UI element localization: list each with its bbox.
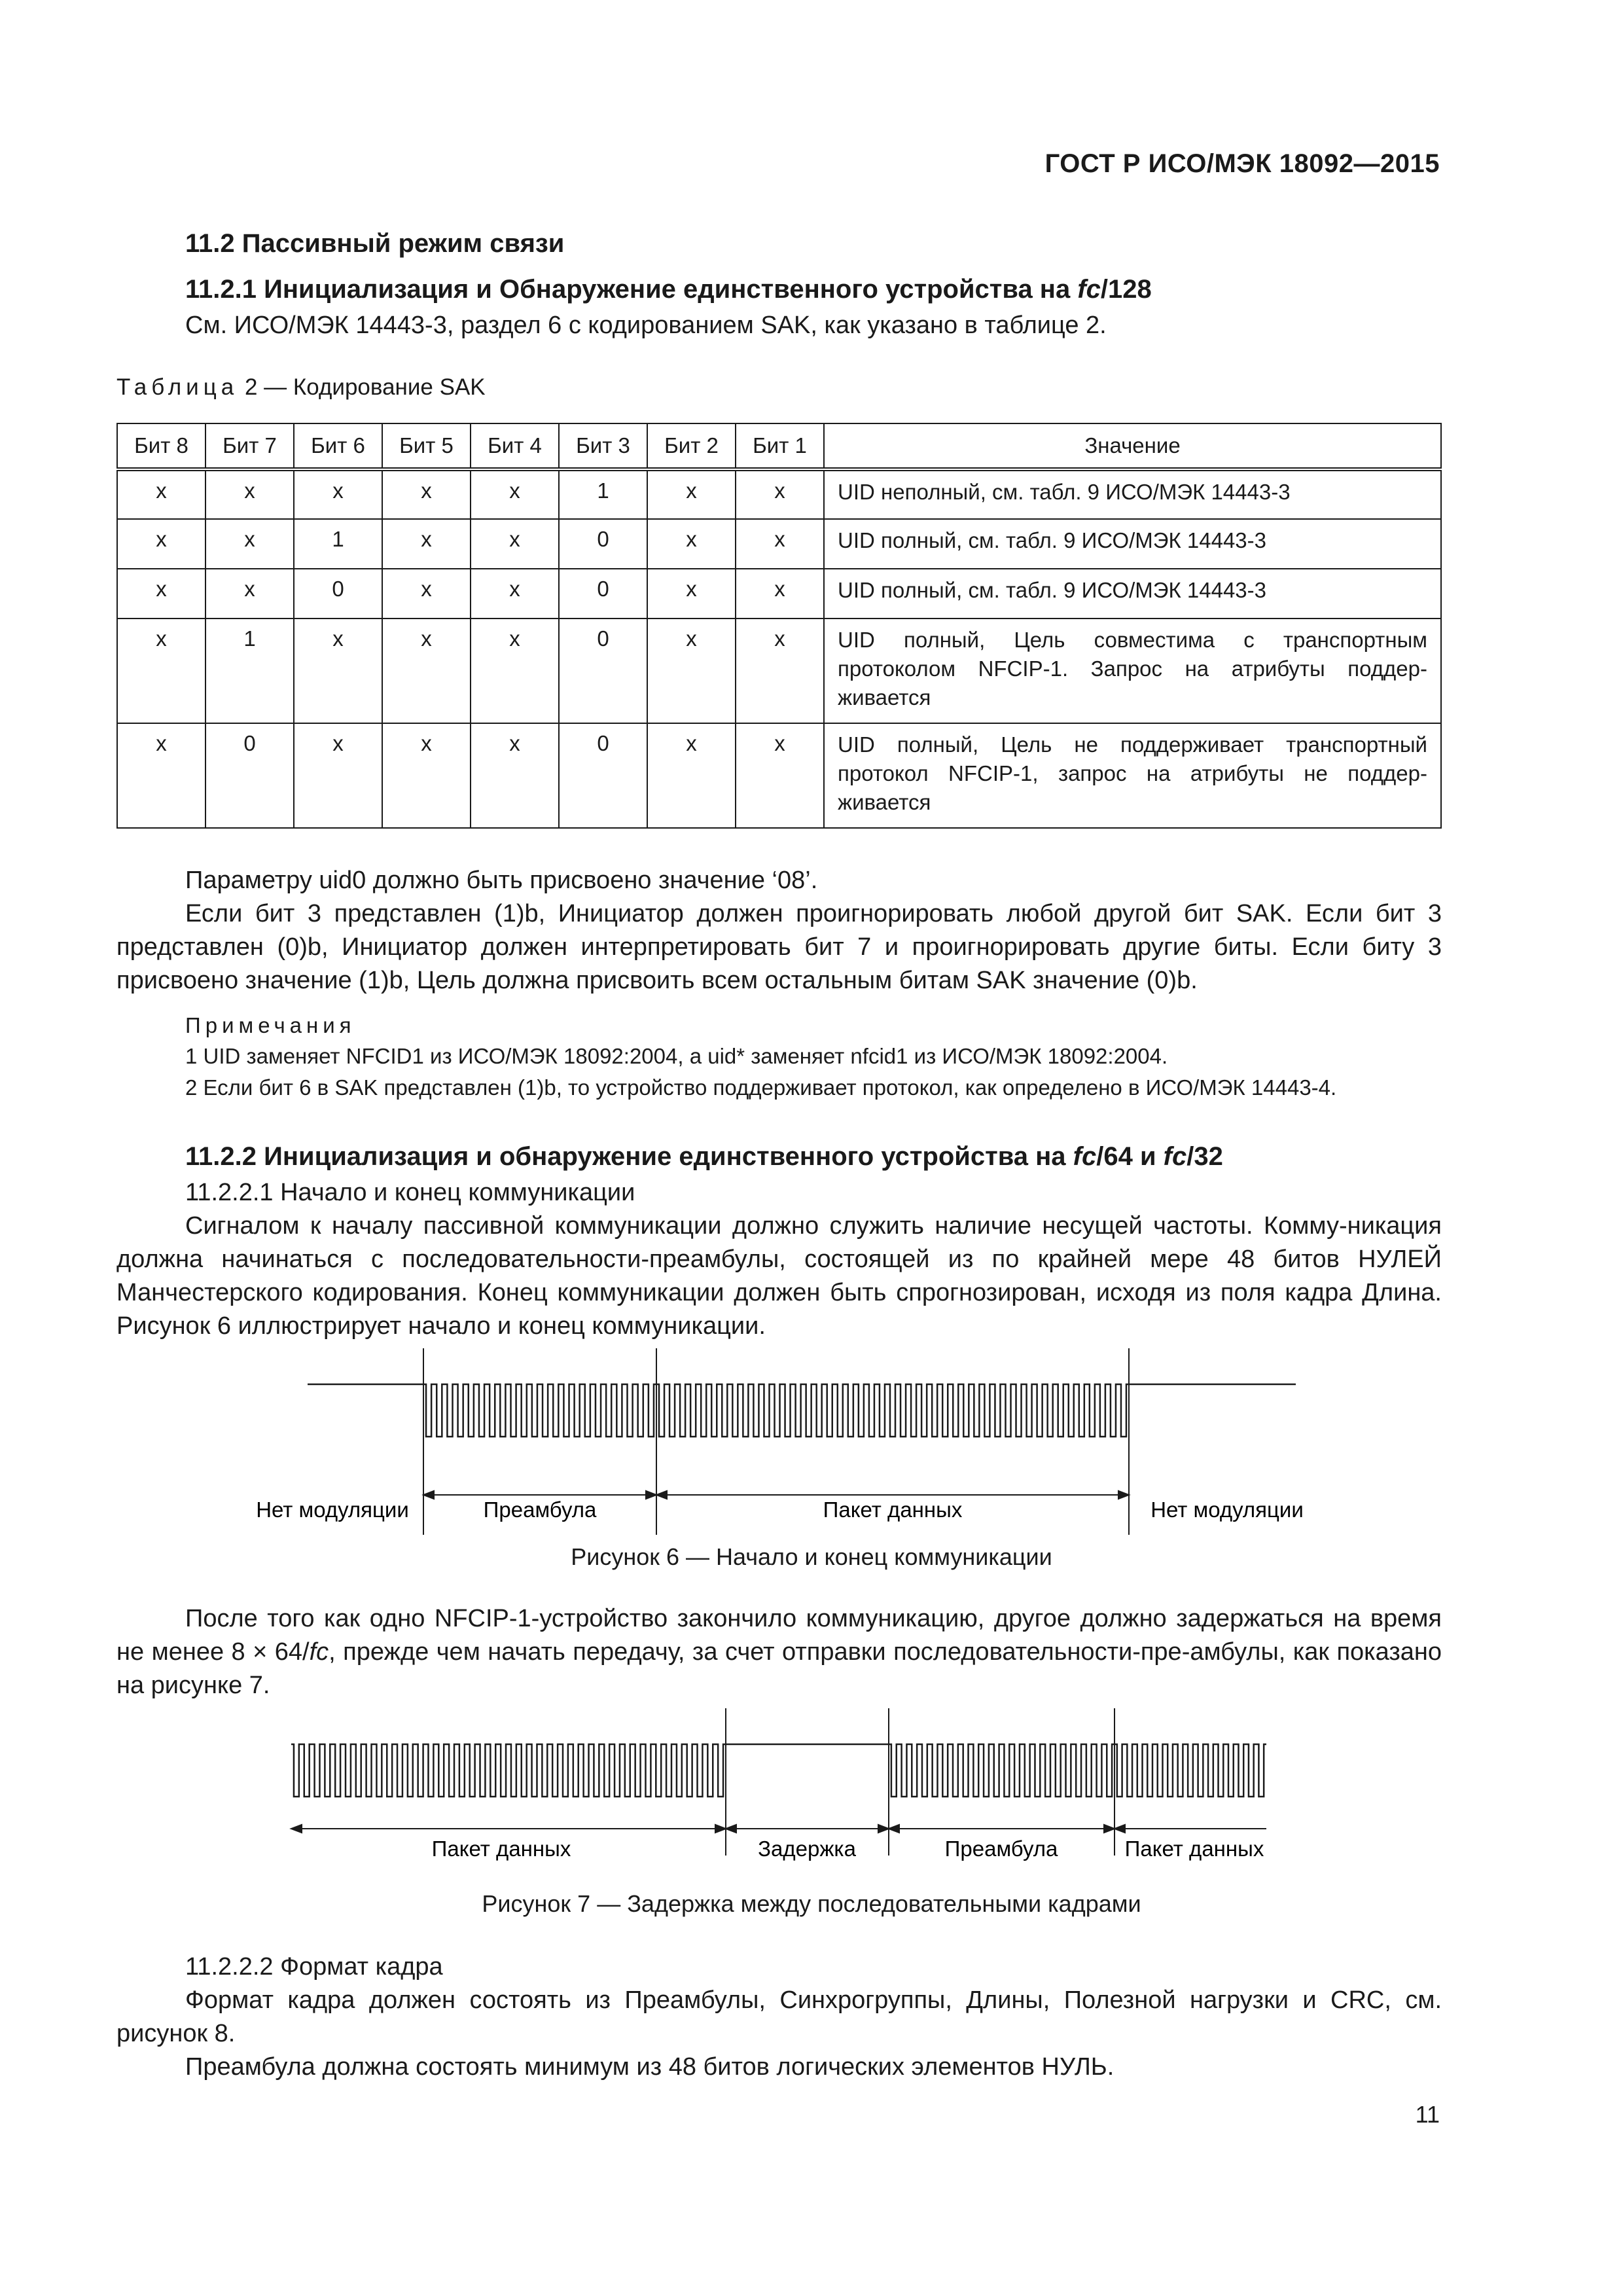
cell-bit6: 1 [294, 519, 382, 569]
cell-value: UID полный, Цель совместима с транспортным протоколом NFCIP-1. Запрос на атрибуты поддер-живается [824, 619, 1441, 723]
cell-bit4: x [471, 619, 559, 723]
signal-waveform [308, 1384, 1296, 1437]
col-header-bit1: Бит 1 [736, 423, 824, 469]
cell-bit4: x [471, 519, 559, 569]
note-1: 1 UID заменяет NFCID1 из ИСО/МЭК 18092:2004, а uid* заменяет nfcid1 из ИСО/МЭК 18092:2004. [185, 1044, 1168, 1068]
cell-bit2: x [647, 519, 736, 569]
cell-bit8: x [117, 469, 205, 519]
paragraph-uid0: Параметру uid0 должно быть присвоено значение ‘08’. [185, 867, 818, 894]
table-row [117, 569, 1441, 619]
label-preamble: Преамбула [944, 1837, 1058, 1861]
col-header-bit5: Бит 5 [382, 423, 471, 469]
paragraph-preamble-48: Преамбула должна состоять минимум из 48 битов логических элементов НУЛЬ. [185, 2053, 1115, 2081]
col-header-bit6: Бит 6 [294, 423, 382, 469]
arrowhead [291, 1825, 302, 1833]
section-11-2-2-2-heading: 11.2.2.2 Формат кадра [185, 1953, 443, 1981]
cell-bit7: 1 [205, 619, 294, 723]
span-arrows [291, 1825, 1266, 1833]
table-row [117, 619, 1441, 723]
cell-bit5: x [382, 569, 471, 619]
paragraph-after-communication: После того как одно NFCIP-1-устройство закончило коммуникацию, другое должно задержаться на время не менее 8 × 64/fc, прежде чем начать передачу, за счет отправки последовательности-пре-амбулы, как показано на рисунке 7. [116, 1605, 1442, 1699]
col-header-bit7: Бит 7 [205, 423, 294, 469]
table-row [117, 519, 1441, 569]
arrowhead [726, 1825, 736, 1833]
cell-bit1: x [736, 569, 824, 619]
figure-7 [0, 1708, 1623, 1878]
arrowhead [656, 1491, 667, 1499]
cell-bit2: x [647, 619, 736, 723]
label-preamble: Преамбула [483, 1498, 597, 1522]
paragraph-frame-format: Формат кадра должен состоять из Преамбулы, Синхрогруппы, Длины, Полезной нагрузки и CRC, см. рисунок 8. [116, 1986, 1442, 2047]
table-row [117, 469, 1441, 519]
col-header-bit8: Бит 8 [117, 423, 205, 469]
table-header-row [117, 423, 1441, 469]
section-11-2-1-text: См. ИСО/МЭК 14443-3, раздел 6 с кодированием SAK, как указано в таблице 2. [185, 312, 1107, 339]
cell-value: UID полный, Цель не поддерживает транспортный протокол NFCIP-1, запрос на атрибуты не поддер-живается [824, 723, 1441, 828]
cell-bit4: x [471, 723, 559, 828]
table-row [117, 723, 1441, 828]
cell-bit7: x [205, 519, 294, 569]
table-2-caption: Таблица 2 — Кодирование SAK [116, 374, 486, 400]
cell-bit3: 1 [559, 469, 647, 519]
figure-6 [0, 1348, 1623, 1545]
cell-bit8: x [117, 519, 205, 569]
page-number: 11 [1415, 2101, 1440, 2128]
arrowhead [1118, 1491, 1129, 1499]
note-2: 2 Если бит 6 в SAK представлен (1)b, то устройство поддерживает протокол, как определено в ИСО/МЭК 14443-4. [185, 1075, 1337, 1100]
label-data-packet-2: Пакет данных [1124, 1837, 1264, 1861]
cell-bit1: x [736, 619, 824, 723]
cell-bit3: 0 [559, 569, 647, 619]
figure-6-caption: Рисунок 6 — Начало и конец коммуникации [571, 1543, 1052, 1570]
section-11-2-2-1-heading: 11.2.2.1 Начало и конец коммуникации [185, 1179, 635, 1206]
cell-bit5: x [382, 519, 471, 569]
figure-7-caption: Рисунок 7 — Задержка между последовательными кадрами [482, 1890, 1141, 1917]
cell-bit1: x [736, 519, 824, 569]
paragraph-start-end: Сигналом к началу пассивной коммуникации должно служить наличие несущей частоты. Комму-никация должна начинаться с последовательности-преамбулы, состоящей из по крайней мере 48 битов НУЛЕЙ Манчестерского кодирования. Конец коммуникации должен быть спрогнозирован, исходя из поля кадра Длина. Рисунок 6 иллюстрирует начало и конец коммуникации. [116, 1212, 1442, 1340]
cell-bit2: x [647, 569, 736, 619]
cell-bit5: x [382, 723, 471, 828]
section-11-2-1-heading: 11.2.1 Инициализация и Обнаружение единственного устройства на fc/128 [185, 275, 1152, 304]
arrowhead [423, 1491, 434, 1499]
cell-bit3: 0 [559, 619, 647, 723]
cell-bit8: x [117, 619, 205, 723]
notes-label: Примечания [185, 1013, 356, 1037]
label-no-modulation-left: Нет модуляции [256, 1498, 409, 1522]
cell-bit3: 0 [559, 723, 647, 828]
cell-value: UID полный, см. табл. 9 ИСО/МЭК 14443-3 [824, 519, 1441, 569]
figure-7-signal-diagram [0, 1708, 1623, 1878]
cell-bit2: x [647, 723, 736, 828]
cell-bit6: x [294, 723, 382, 828]
arrowhead [1115, 1825, 1125, 1833]
cell-bit3: 0 [559, 519, 647, 569]
cell-bit1: x [736, 723, 824, 828]
signal-waveform [291, 1744, 1266, 1797]
cell-bit2: x [647, 469, 736, 519]
document-header: ГОСТ Р ИСО/МЭК 18092—2015 [1044, 149, 1440, 178]
section-11-2-heading: 11.2 Пассивный режим связи [185, 229, 565, 258]
col-header-bit2: Бит 2 [647, 423, 736, 469]
cell-bit8: x [117, 723, 205, 828]
sak-coding-table [116, 423, 1442, 829]
cell-bit4: x [471, 569, 559, 619]
figure-6-signal-diagram [0, 1348, 1623, 1545]
col-header-bit4: Бит 4 [471, 423, 559, 469]
cell-bit1: x [736, 469, 824, 519]
label-data-packet: Пакет данных [823, 1498, 963, 1522]
cell-bit7: 0 [205, 723, 294, 828]
cell-bit7: x [205, 569, 294, 619]
col-header-bit3: Бит 3 [559, 423, 647, 469]
cell-bit5: x [382, 619, 471, 723]
label-no-modulation-right: Нет модуляции [1150, 1498, 1304, 1522]
section-11-2-2-heading: 11.2.2 Инициализация и обнаружение единственного устройства на fc/64 и fc/32 [185, 1142, 1223, 1171]
cell-value: UID неполный, см. табл. 9 ИСО/МЭК 14443-3 [824, 469, 1441, 519]
cell-bit5: x [382, 469, 471, 519]
col-header-value: Значение [824, 423, 1441, 469]
label-data-packet-1: Пакет данных [431, 1837, 571, 1861]
cell-bit6: 0 [294, 569, 382, 619]
cell-bit6: x [294, 469, 382, 519]
paragraph-bit3: Если бит 3 представлен (1)b, Инициатор должен проигнорировать любой другой бит SAK. Если бит 3 представлен (0)b, Инициатор должен интерпретировать бит 7 и проигнорировать другие биты. Если биту 3 присвоено значение (1)b, Цель должна присвоить всем остальным битам SAK значение (0)b. [116, 900, 1442, 994]
cell-bit6: x [294, 619, 382, 723]
arrowhead [889, 1825, 899, 1833]
label-delay: Задержка [758, 1837, 856, 1861]
cell-bit4: x [471, 469, 559, 519]
cell-value: UID полный, см. табл. 9 ИСО/МЭК 14443-3 [824, 569, 1441, 619]
cell-bit7: x [205, 469, 294, 519]
cell-bit8: x [117, 569, 205, 619]
